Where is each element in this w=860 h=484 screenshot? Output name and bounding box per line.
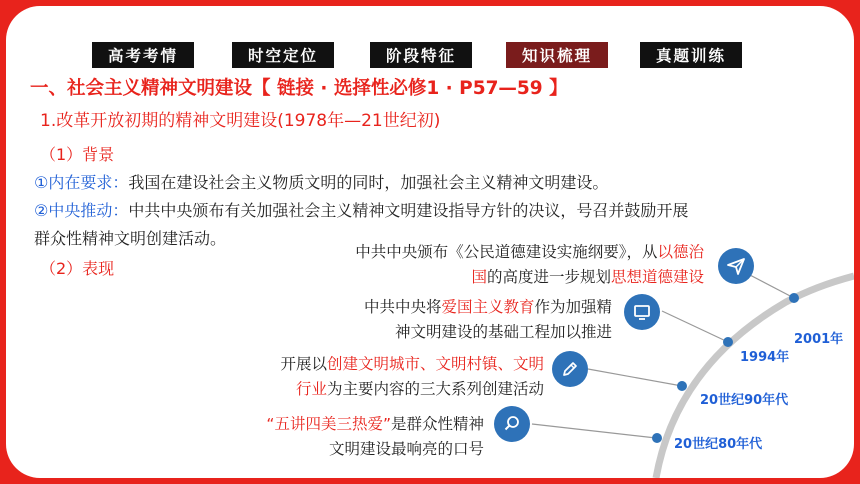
- event-2001-text: 中共中央颁布《公民道德建设实施纲要》，从: [355, 243, 658, 261]
- timeline-dot-1994: [723, 337, 733, 347]
- pencil-icon: [552, 351, 588, 387]
- event-2001-highlight-2: 国: [471, 268, 487, 286]
- monitor-icon: [624, 294, 660, 330]
- event-1980s-text: 是群众性精神: [390, 415, 484, 433]
- subsection-heading: 1.改革开放初期的精神文明建设(1978年—21世纪初): [40, 111, 441, 131]
- tab-time-space[interactable]: 时空定位: [232, 42, 334, 68]
- section-heading: 一、社会主义精神文明建设【 链接 · 选择性必修1 · P57—59 】: [30, 78, 568, 99]
- background-item-2-cont: 群众性精神文明创建活动。: [34, 229, 227, 248]
- event-2001-text-2: 的高度进一步规划: [486, 268, 611, 286]
- event-2001-highlight-1: 以德治: [657, 243, 704, 261]
- event-1980s: [266, 412, 484, 462]
- performance-title: （2）表现: [40, 259, 115, 278]
- event-1994: [364, 295, 612, 345]
- item-1-text: 我国在建设社会主义物质文明的同时，加强社会主义精神文明建设。: [128, 173, 609, 192]
- event-2001-highlight-3: 思想道德建设: [610, 268, 704, 286]
- event-1990s: [280, 352, 544, 402]
- event-1980s-highlight: “五讲四美三热爱”: [266, 415, 391, 433]
- timeline-dot-1980s: [652, 433, 662, 443]
- paper-plane-icon: [718, 248, 754, 284]
- date-2001: 2001年: [794, 332, 844, 347]
- item-2-label: ②中央推动：: [34, 201, 129, 220]
- event-1990s-text-2: 为主要内容的三大系列创建活动: [326, 380, 544, 398]
- background-title: （1）背景: [40, 145, 115, 164]
- date-1980s: 20世纪80年代: [674, 437, 763, 452]
- event-2001: [355, 240, 704, 290]
- date-1990s: 20世纪90年代: [700, 393, 789, 408]
- tab-stage-features[interactable]: 阶段特征: [370, 42, 472, 68]
- event-1990s-text: 开展以: [280, 355, 327, 373]
- event-1994-highlight: 爱国主义教育: [441, 298, 535, 316]
- event-1994-text: 中共中央将: [363, 298, 442, 316]
- event-1994-text-3: 神文明建设的基础工程加以推进: [394, 323, 612, 341]
- timeline-dot-2001: [789, 293, 799, 303]
- item-2-text: 中共中央颁布有关加强社会主义精神文明建设指导方针的决议，号召并鼓励开展: [128, 201, 689, 220]
- event-1990s-highlight-2: 行业: [295, 380, 327, 398]
- event-1980s-text-2: 文明建设最响亮的口号: [328, 440, 484, 458]
- search-icon: [494, 406, 530, 442]
- slide-card: [6, 6, 854, 478]
- date-1994: 1994年: [740, 350, 790, 365]
- tab-exam-analysis[interactable]: 高考考情: [92, 42, 194, 68]
- tab-knowledge-review[interactable]: 知识梳理: [506, 42, 608, 68]
- tab-exam-practice[interactable]: 真题训练: [640, 42, 742, 68]
- item-1-label: ①内在要求：: [34, 173, 129, 192]
- event-1990s-highlight-1: 创建文明城市、文明村镇、文明: [326, 355, 544, 373]
- timeline-dot-1990s: [677, 381, 687, 391]
- event-1994-text-2: 作为加强精: [534, 298, 612, 316]
